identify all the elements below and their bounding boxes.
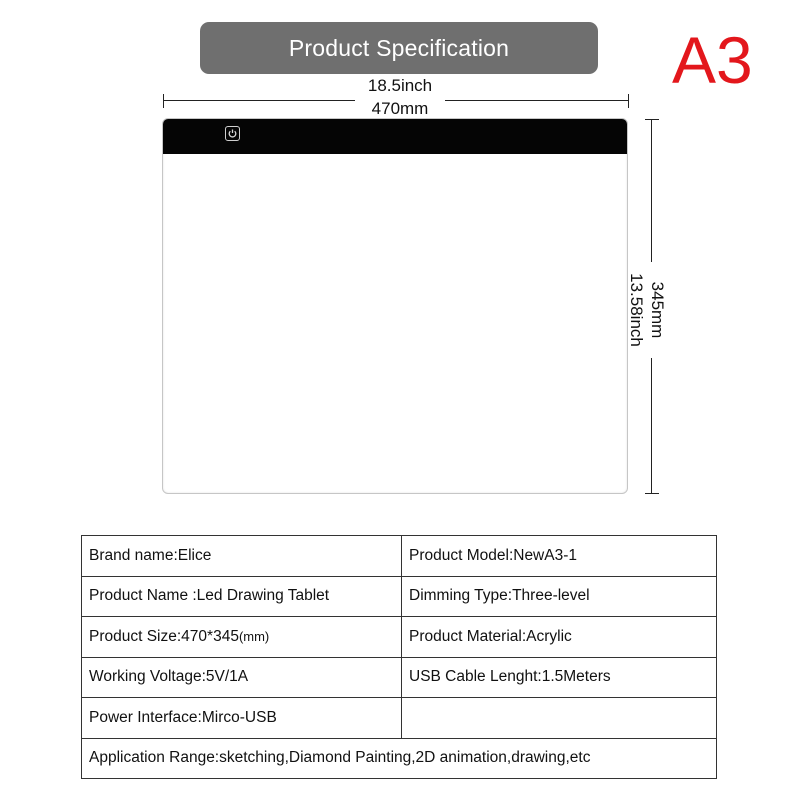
spec-product-name: Product Name :Led Drawing Tablet — [82, 576, 402, 617]
spec-table — [81, 535, 717, 779]
table-row — [82, 738, 717, 779]
height-dimension-cap-top — [645, 119, 659, 120]
table-row — [82, 536, 717, 577]
height-mm-label: 345mm — [648, 281, 667, 339]
table-row — [82, 657, 717, 698]
table-row — [82, 698, 717, 739]
spec-dimming-type: Dimming Type:Three-level — [402, 576, 717, 617]
table-row — [82, 617, 717, 658]
spec-product-size-unit: (mm) — [238, 628, 270, 644]
size-tag: A3 — [672, 23, 753, 97]
spec-application-range: Application Range:sketching,Diamond Painting,2D animation,drawing,etc — [82, 738, 717, 779]
height-label — [623, 240, 671, 380]
spec-product-size — [82, 617, 402, 658]
width-inch-label: 18.5inch — [367, 76, 433, 95]
height-dimension-cap-bottom — [645, 493, 659, 494]
width-dimension-cap-right — [628, 94, 629, 108]
spec-model: Product Model:NewA3-1 — [402, 536, 717, 577]
spec-product-size-value: Product Size:470*345 — [89, 627, 239, 645]
spec-cable-length: USB Cable Lenght:1.5Meters — [402, 657, 717, 698]
spec-material: Product Material:Acrylic — [402, 617, 717, 658]
spec-working-voltage: Working Voltage:5V/1A — [82, 657, 402, 698]
drawing-tablet-illustration — [162, 118, 628, 494]
spec-title-banner — [200, 22, 598, 74]
width-mm-label: 470mm — [355, 99, 445, 119]
spec-title: Product Specification — [288, 34, 510, 61]
height-inch-label: 13.58inch — [627, 273, 646, 347]
width-dimension-cap-left — [163, 94, 164, 108]
table-row — [82, 576, 717, 617]
spec-empty-cell — [402, 698, 717, 739]
spec-power-interface: Power Interface:Mirco-USB — [82, 698, 402, 739]
power-button-icon — [225, 126, 240, 141]
tablet-top-bar — [163, 119, 627, 154]
spec-brand: Brand name:Elice — [82, 536, 402, 577]
